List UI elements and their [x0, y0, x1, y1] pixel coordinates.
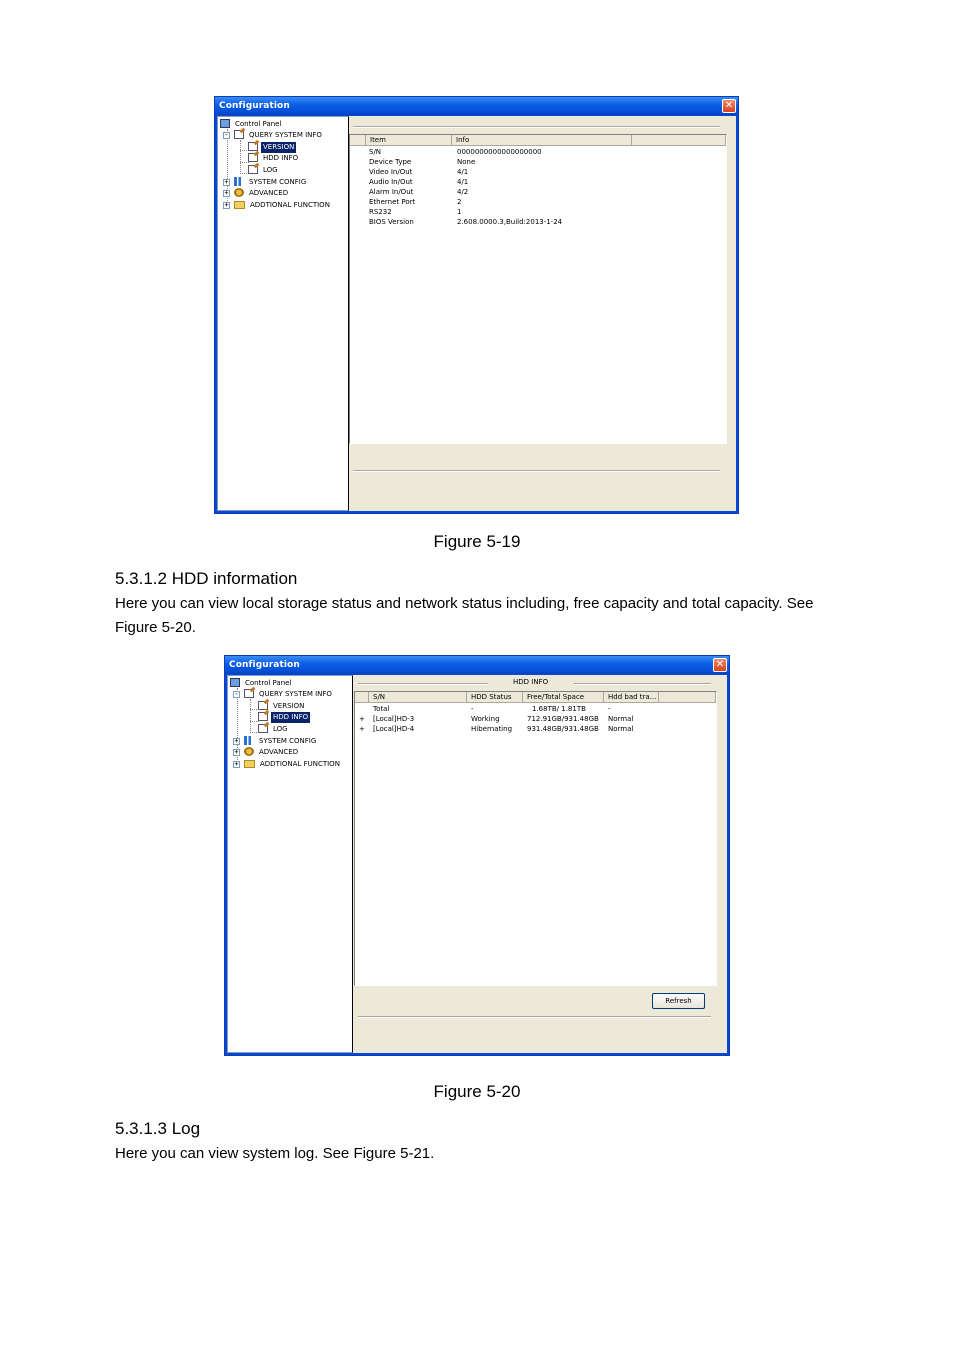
tree-item-hdd-info[interactable]: HDD INFO	[248, 153, 300, 164]
row-value: None	[457, 158, 476, 166]
column-header-hdd-status[interactable]: HDD Status	[467, 692, 523, 703]
folder-icon	[244, 760, 255, 768]
tree-panel	[217, 116, 349, 511]
row-value: 0000000000000000000	[457, 148, 542, 156]
expand-icon[interactable]: +	[224, 201, 229, 209]
config-icon	[244, 736, 254, 745]
collapse-icon[interactable]: -	[234, 690, 239, 698]
footer-divider	[358, 1016, 711, 1018]
config-window-hdd	[224, 655, 730, 1056]
content-panel	[349, 116, 736, 511]
config-window-version	[214, 96, 739, 514]
tree-item-log[interactable]: LOG	[258, 724, 290, 735]
edit-doc-icon	[258, 701, 268, 710]
tree-item-version[interactable]: VERSION	[248, 142, 296, 153]
tree-item-system-config[interactable]: SYSTEM CONFIG	[244, 736, 318, 747]
group-divider-right	[574, 683, 711, 685]
row-label: S/N	[369, 148, 382, 156]
row-space: 1.68TB/ 1.81TB	[532, 705, 586, 713]
window-client	[227, 675, 727, 1053]
row-label: Alarm In/Out	[369, 188, 414, 196]
tree-item-advanced[interactable]: ADVANCED	[234, 188, 290, 199]
folder-icon	[234, 201, 245, 209]
row-label: Device Type	[369, 158, 412, 166]
hdd-list[interactable]	[354, 691, 717, 986]
group-label: HDD INFO	[509, 677, 552, 687]
row-sn: [Local]HD-3	[373, 715, 415, 723]
row-expand-marker[interactable]: +	[359, 715, 365, 723]
row-expand-marker[interactable]: +	[359, 725, 365, 733]
expand-icon[interactable]: +	[234, 748, 239, 756]
row-bad-track: Normal	[608, 715, 634, 723]
row-value: 4/1	[457, 178, 469, 186]
expand-icon[interactable]: +	[224, 178, 229, 186]
row-sn: [Local]HD-4	[373, 725, 415, 733]
expand-icon[interactable]: +	[234, 737, 239, 745]
row-value: 2	[457, 198, 462, 206]
refresh-button[interactable]: Refresh	[652, 993, 705, 1009]
edit-doc-icon	[248, 142, 258, 151]
row-status: -	[471, 705, 474, 713]
row-status: Hibernating	[471, 725, 513, 733]
edit-doc-icon	[258, 712, 268, 721]
tree-item-query-system-info[interactable]: QUERY SYSTEM INFO	[234, 130, 324, 141]
edit-doc-icon	[248, 165, 258, 174]
row-value: 4/2	[457, 188, 469, 196]
row-space: 712.91GB/931.48GB	[527, 715, 599, 723]
column-header-free-total-space[interactable]: Free/Total Space	[523, 692, 604, 703]
window-title: Configuration	[215, 97, 738, 115]
section-body: Here you can view system log. See Figure 5-21.	[115, 1145, 435, 1162]
column-header-info[interactable]: Info	[452, 135, 632, 146]
expand-icon[interactable]: +	[234, 760, 239, 768]
config-icon	[234, 177, 244, 186]
close-button[interactable]: ✕	[713, 658, 727, 672]
column-header-sn[interactable]: S/N	[369, 692, 467, 703]
row-label: BIOS Version	[369, 218, 414, 226]
tree-item-control-panel[interactable]: Control Panel	[230, 678, 293, 689]
tree-item-version[interactable]: VERSION	[258, 701, 306, 712]
edit-doc-icon	[244, 689, 254, 698]
row-value: 4/1	[457, 168, 469, 176]
tree-item-advanced[interactable]: ADVANCED	[244, 747, 300, 758]
close-button[interactable]: ✕	[722, 99, 736, 113]
tree-item-additional-function[interactable]: ADDTIONAL FUNCTION	[244, 759, 342, 770]
control-panel-icon	[230, 678, 240, 687]
column-header-item[interactable]: Item	[366, 135, 452, 146]
row-value: 2.608.0000.3,Build:2013-1-24	[457, 218, 563, 226]
row-bad-track: -	[608, 705, 611, 713]
row-bad-track: Normal	[608, 725, 634, 733]
row-sn: Total	[373, 705, 390, 713]
group-divider	[353, 126, 720, 128]
edit-doc-icon	[258, 724, 268, 733]
control-panel-icon	[220, 119, 230, 128]
figure-caption: Figure 5-19	[433, 532, 521, 551]
content-panel	[354, 675, 727, 1053]
window-client	[217, 116, 736, 511]
tree-item-log[interactable]: LOG	[248, 165, 280, 176]
window-title: Configuration	[225, 656, 729, 674]
version-list[interactable]	[349, 134, 727, 444]
row-status: Working	[471, 715, 500, 723]
gear-icon	[244, 747, 254, 756]
row-label: Ethernet Port	[369, 198, 416, 206]
edit-doc-icon	[234, 130, 244, 139]
tree-item-control-panel[interactable]: Control Panel	[220, 119, 283, 130]
column-header-hdd-bad-track[interactable]: Hdd bad tra...	[604, 692, 659, 703]
gear-icon	[234, 188, 244, 197]
group-divider-left	[358, 683, 488, 685]
section-body: Here you can view local storage status and network status including, free capacity and total capacity. See Figure 5-20.	[115, 595, 814, 636]
collapse-icon[interactable]: -	[224, 131, 229, 139]
expand-icon[interactable]: +	[224, 189, 229, 197]
row-value: 1	[457, 208, 462, 216]
footer-divider	[353, 470, 720, 472]
edit-doc-icon	[248, 153, 258, 162]
row-label: RS232	[369, 208, 392, 216]
tree-item-query-system-info[interactable]: QUERY SYSTEM INFO	[244, 689, 334, 700]
row-space: 931.48GB/931.48GB	[527, 725, 599, 733]
section-heading: 5.3.1.2 HDD information	[115, 569, 298, 588]
tree-item-additional-function[interactable]: ADDTIONAL FUNCTION	[234, 200, 332, 211]
figure-caption: Figure 5-20	[433, 1082, 521, 1101]
row-label: Audio In/Out	[369, 178, 413, 186]
row-label: Video In/Out	[369, 168, 413, 176]
section-heading: 5.3.1.3 Log	[115, 1119, 201, 1138]
tree-panel	[227, 675, 353, 1053]
tree-item-hdd-info[interactable]: HDD INFO	[258, 712, 310, 723]
tree-item-system-config[interactable]: SYSTEM CONFIG	[234, 177, 308, 188]
